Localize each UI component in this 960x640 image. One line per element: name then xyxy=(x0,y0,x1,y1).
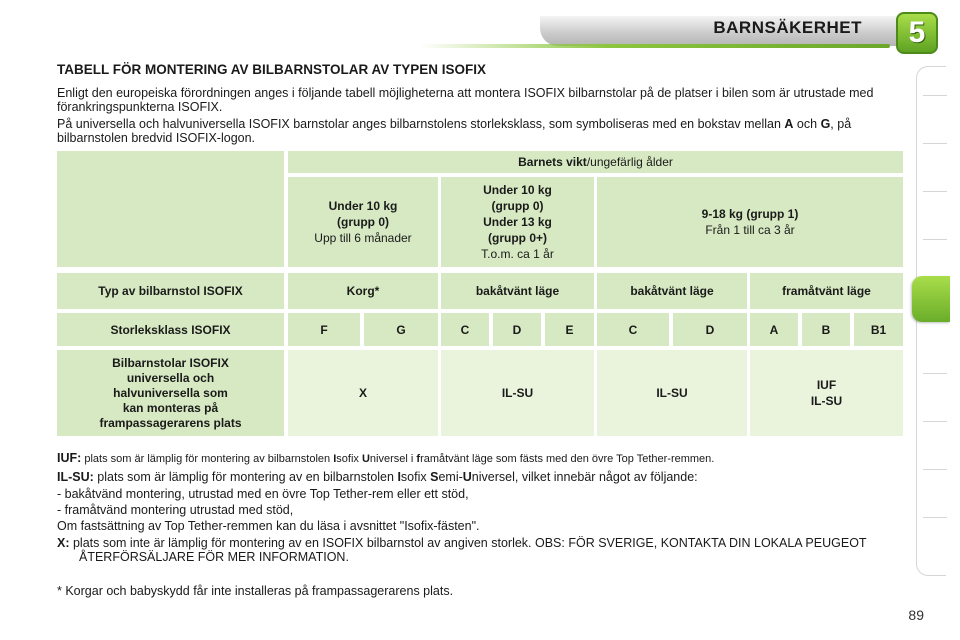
size-class: B1 xyxy=(854,313,903,346)
footnote: * Korgar och babyskydd får inte installeras på frampassagerarens plats. xyxy=(57,584,454,598)
note-text: plats som är lämplig för montering av bilbarnstolen xyxy=(81,453,334,465)
chapter-badge: 5 xyxy=(896,12,938,54)
note-text: sofix xyxy=(400,470,431,484)
note-letter: S xyxy=(430,470,439,484)
group-0-age: Upp till 6 månader xyxy=(314,231,412,245)
note-bullet-2: - framåtvänd montering utrustad med stöd, xyxy=(57,503,294,517)
group-0plus-weight-a: Under 10 kg xyxy=(483,183,552,197)
group-0plus-name-a: (grupp 0) xyxy=(491,199,544,213)
note-text: plats som inte är lämplig för montering av en ISOFIX bilbarnstol av angiven storlek. OBS: FÖR SVERIGE, KONTAKTA DIN LOKALA PEUGEOT ÅTERFÖRSÄLJARE FÖR MER INFORMATION. xyxy=(69,536,867,564)
size-class: F xyxy=(288,313,360,346)
note-x xyxy=(57,536,905,564)
group-0 xyxy=(288,177,438,267)
page-number: 89 xyxy=(908,607,924,623)
note-letter: I xyxy=(397,470,401,484)
seat-value-group-0plus: IL-SU xyxy=(441,350,594,436)
type-forward-facing: framåtvänt läge xyxy=(750,273,903,309)
type-rear-facing-1: bakåtvänt läge xyxy=(441,273,594,309)
weight-header xyxy=(288,151,903,173)
tab-divider xyxy=(923,95,947,96)
note-letter: U xyxy=(462,470,472,484)
tab-divider xyxy=(923,191,947,192)
tab-divider xyxy=(923,239,947,240)
note-letter: U xyxy=(361,453,370,465)
size-class: D xyxy=(493,313,541,346)
intro-text: och xyxy=(793,117,821,131)
group-0plus-name-b: (grupp 0+) xyxy=(488,231,547,245)
seat-value-ilsu: IL-SU xyxy=(810,394,843,408)
note-letter: I xyxy=(333,453,337,465)
table-corner xyxy=(57,151,284,267)
section-title: BARNSÄKERHET xyxy=(713,18,862,37)
size-label: Storleksklass ISOFIX xyxy=(57,313,284,346)
group-0plus-weight-b: Under 13 kg xyxy=(483,215,552,229)
size-class: A xyxy=(750,313,798,346)
seat-value-group-1-forward xyxy=(750,350,903,436)
note-letter: f xyxy=(416,453,421,465)
seat-label-line: halvuniversella som xyxy=(113,385,228,400)
seat-label-line: Bilbarnstolar ISOFIX xyxy=(112,355,229,370)
size-class: D xyxy=(673,313,747,346)
tab-divider xyxy=(923,517,947,518)
note-key: X: xyxy=(57,536,70,550)
note-text: niversel, vilket innebär något av följande: xyxy=(471,470,698,484)
weight-header-bold: Barnets vikt xyxy=(518,155,587,169)
size-class: G xyxy=(364,313,438,346)
note-text: plats som är lämplig för montering av en bilbarnstolen xyxy=(93,470,398,484)
intro-text: På universella och halvuniversella ISOFIX barnstolar anges bilbarnstolens storleksklass, som symboliseras med en bokstav mellan xyxy=(57,117,785,131)
note-key: IUF: xyxy=(57,451,82,465)
intro-paragraph-1: Enligt den europeiska förordningen anges i följande tabell möjligheterna att montera ISOFIX bilbarnstolar på de platser i bilen som är utrustade med förankringspunkterna ISOFIX. xyxy=(57,86,874,114)
intro-letter-g: G xyxy=(820,117,831,131)
group-0-name: (grupp 0) xyxy=(337,215,389,229)
seat-value-group-1-rear: IL-SU xyxy=(597,350,747,436)
tab-divider xyxy=(923,143,947,144)
type-korg: Korg* xyxy=(288,273,438,309)
note-bullet-1: - bakåtvänd montering, utrustad med en övre Top Tether-rem eller ett stöd, xyxy=(57,487,469,501)
size-class: E xyxy=(545,313,594,346)
group-1-weight: 9-18 kg (grupp 1) xyxy=(701,207,799,221)
tab-divider xyxy=(923,421,947,422)
group-1-age: Från 1 till ca 3 år xyxy=(705,223,795,237)
seat-label xyxy=(57,350,284,436)
seat-value-korg: X xyxy=(288,350,438,436)
note-text: ramåtvänt läge som fästs med den övre Top Tether-remmen. xyxy=(420,453,715,465)
intro-letter-a: A xyxy=(784,117,794,131)
header-swoosh xyxy=(420,44,890,48)
note-text: sofix xyxy=(336,453,362,465)
size-class: B xyxy=(802,313,850,346)
intro-text: , på bilbarnstolen bredvid ISOFIX-logon. xyxy=(57,117,852,145)
tab-divider xyxy=(923,373,947,374)
tab-divider xyxy=(923,469,947,470)
seat-label-line: universella och xyxy=(126,370,215,385)
note-text: emi- xyxy=(438,470,463,484)
note-ilsu xyxy=(57,470,907,484)
size-class: C xyxy=(597,313,669,346)
weight-header-rest: /ungefärlig ålder xyxy=(586,155,673,169)
note-tether: Om fastsättning av Top Tether-remmen kan du läsa i avsnittet "Isofix-fästen". xyxy=(57,519,480,533)
type-label: Typ av bilbarnstol ISOFIX xyxy=(57,273,284,309)
size-class: C xyxy=(441,313,489,346)
page-title: TABELL FÖR MONTERING AV BILBARNSTOLAR AV TYPEN ISOFIX xyxy=(57,62,487,77)
group-0-weight: Under 10 kg xyxy=(328,199,398,213)
group-1 xyxy=(597,177,903,267)
intro-paragraph-2 xyxy=(57,117,903,145)
seat-value-iuf: IUF xyxy=(816,378,837,392)
note-text: niversel i xyxy=(369,453,417,465)
note-key: IL-SU: xyxy=(57,470,94,484)
seat-label-line: kan monteras på xyxy=(122,400,219,415)
tab-chapter-5[interactable] xyxy=(912,276,950,322)
group-0plus xyxy=(441,177,594,267)
type-rear-facing-2: bakåtvänt läge xyxy=(597,273,747,309)
group-0plus-age: T.o.m. ca 1 år xyxy=(481,247,554,261)
seat-label-line: frampassagerarens plats xyxy=(99,415,242,430)
note-iuf xyxy=(57,451,907,466)
